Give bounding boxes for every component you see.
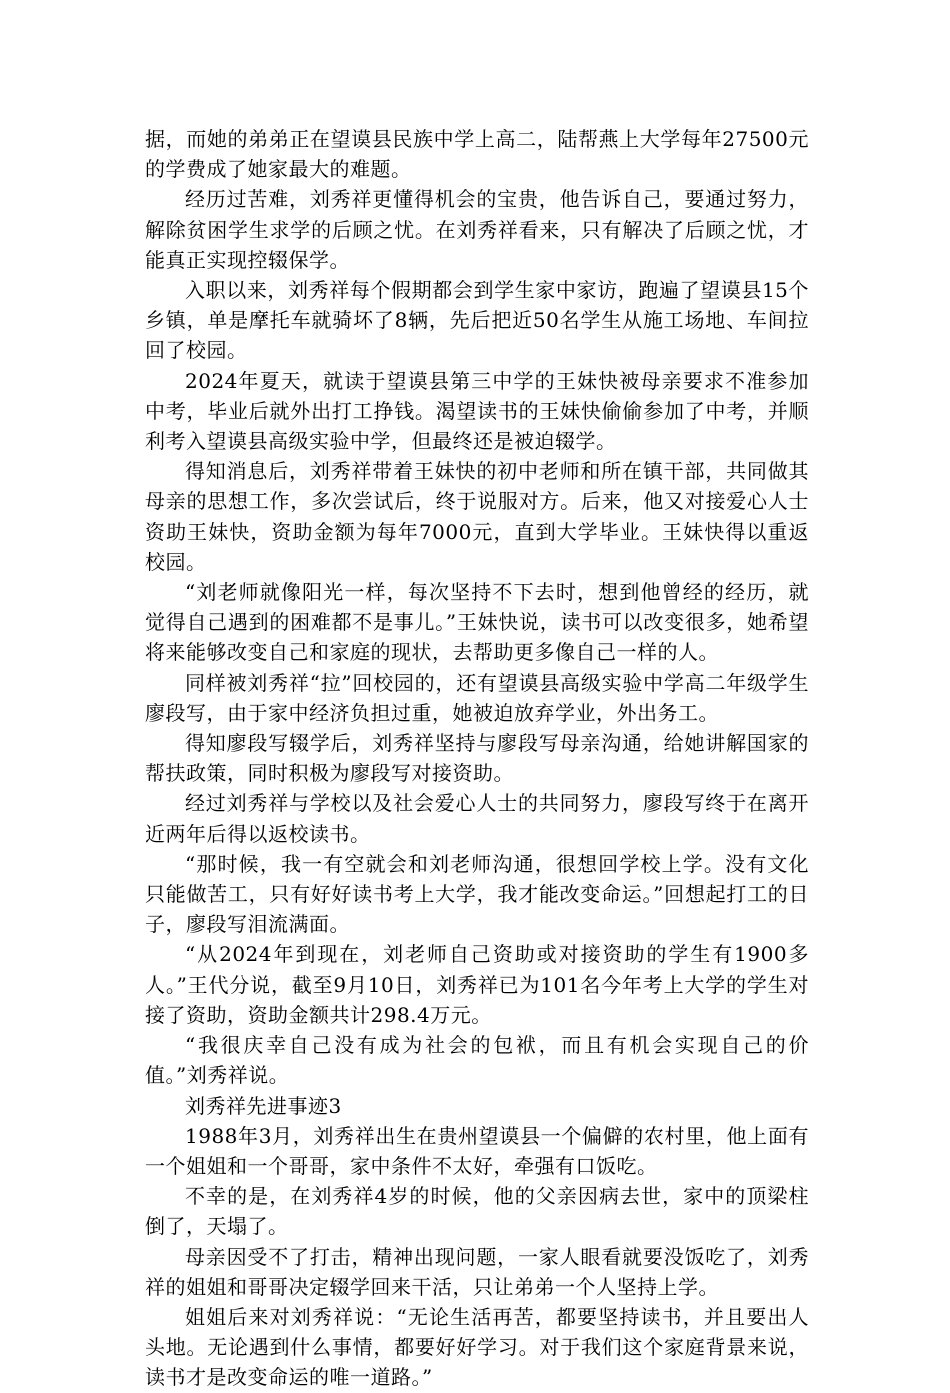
- paragraph-6: “刘老师就像阳光一样，每次坚持不下去时，想到他曾经的经历，就觉得自己遇到的困难都不是事儿。”王妹快说，读书可以改变很多，她希望将来能够改变自己和家庭的现状，去帮助更多像自己一样的人。: [145, 580, 809, 665]
- paragraph-11: “从2024年到现在，刘老师自己资助或对接资助的学生有1900多人。”王代分说，截至9月10日，刘秀祥已为101名今年考上大学的学生对接了资助，资助金额共计298.4万元。: [145, 942, 809, 1027]
- paragraph-8: 得知廖段写辍学后，刘秀祥坚持与廖段写母亲沟通，给她讲解国家的帮扶政策，同时积极为廖段写对接资助。: [145, 731, 809, 786]
- paragraph-1: 据，而她的弟弟正在望谟县民族中学上高二，陆帮燕上大学每年27500元的学费成了她家最大的难题。: [145, 127, 809, 182]
- paragraph-3: 入职以来，刘秀祥每个假期都会到学生家中家访，跑遍了望谟县15个乡镇，单是摩托车就骑坏了8辆，先后把近50名学生从施工场地、车间拉回了校园。: [145, 278, 809, 363]
- document-page: [145, 124, 809, 1393]
- paragraph-9: 经过刘秀祥与学校以及社会爱心人士的共同努力，廖段写终于在离开近两年后得以返校读书。: [145, 791, 809, 846]
- paragraph-2: 经历过苦难，刘秀祥更懂得机会的宝贵，他告诉自己，要通过努力，解除贫困学生求学的后顾之忧。在刘秀祥看来，只有解决了后顾之忧，才能真正实现控辍保学。: [145, 187, 809, 272]
- paragraph-12: “我很庆幸自己没有成为社会的包袱，而且有机会实现自己的价值。”刘秀祥说。: [145, 1033, 809, 1088]
- paragraph-13: 1988年3月，刘秀祥出生在贵州望谟县一个偏僻的农村里，他上面有一个姐姐和一个哥哥，家中条件不太好，牵强有口饭吃。: [145, 1123, 809, 1178]
- paragraph-14: 不幸的是，在刘秀祥4岁的时候，他的父亲因病去世，家中的顶梁柱倒了，天塌了。: [145, 1184, 809, 1239]
- paragraph-5: 得知消息后，刘秀祥带着王妹快的初中老师和所在镇干部，共同做其母亲的思想工作，多次尝试后，终于说服对方。后来，他又对接爱心人士资助王妹快，资助金额为每年7000元，直到大学毕业。王妹快得以重返校园。: [145, 459, 809, 574]
- paragraph-15: 母亲因受不了打击，精神出现问题，一家人眼看就要没饭吃了，刘秀祥的姐姐和哥哥决定辍学回来干活，只让弟弟一个人坚持上学。: [145, 1244, 809, 1299]
- paragraph-16: 姐姐后来对刘秀祥说：“无论生活再苦，都要坚持读书，并且要出人头地。无论遇到什么事情，都要好好学习。对于我们这个家庭背景来说，读书才是改变命运的唯一道路。”: [145, 1304, 809, 1390]
- paragraph-7: 同样被刘秀祥“拉”回校园的，还有望谟县高级实验中学高二年级学生廖段写，由于家中经济负担过重，她被迫放弃学业，外出务工。: [145, 670, 809, 725]
- paragraph-10: “那时候，我一有空就会和刘老师沟通，很想回学校上学。没有文化只能做苦工，只有好好读书考上大学，我才能改变命运。”回想起打工的日子，廖段写泪流满面。: [145, 851, 809, 937]
- paragraph-4: 2024年夏天，就读于望谟县第三中学的王妹快被母亲要求不准参加中考，毕业后就外出打工挣钱。渴望读书的王妹快偷偷参加了中考，并顺利考入望谟县高级实验中学，但最终还是被迫辍学。: [145, 368, 809, 454]
- section-heading: 刘秀祥先进事迹3: [185, 1093, 342, 1118]
